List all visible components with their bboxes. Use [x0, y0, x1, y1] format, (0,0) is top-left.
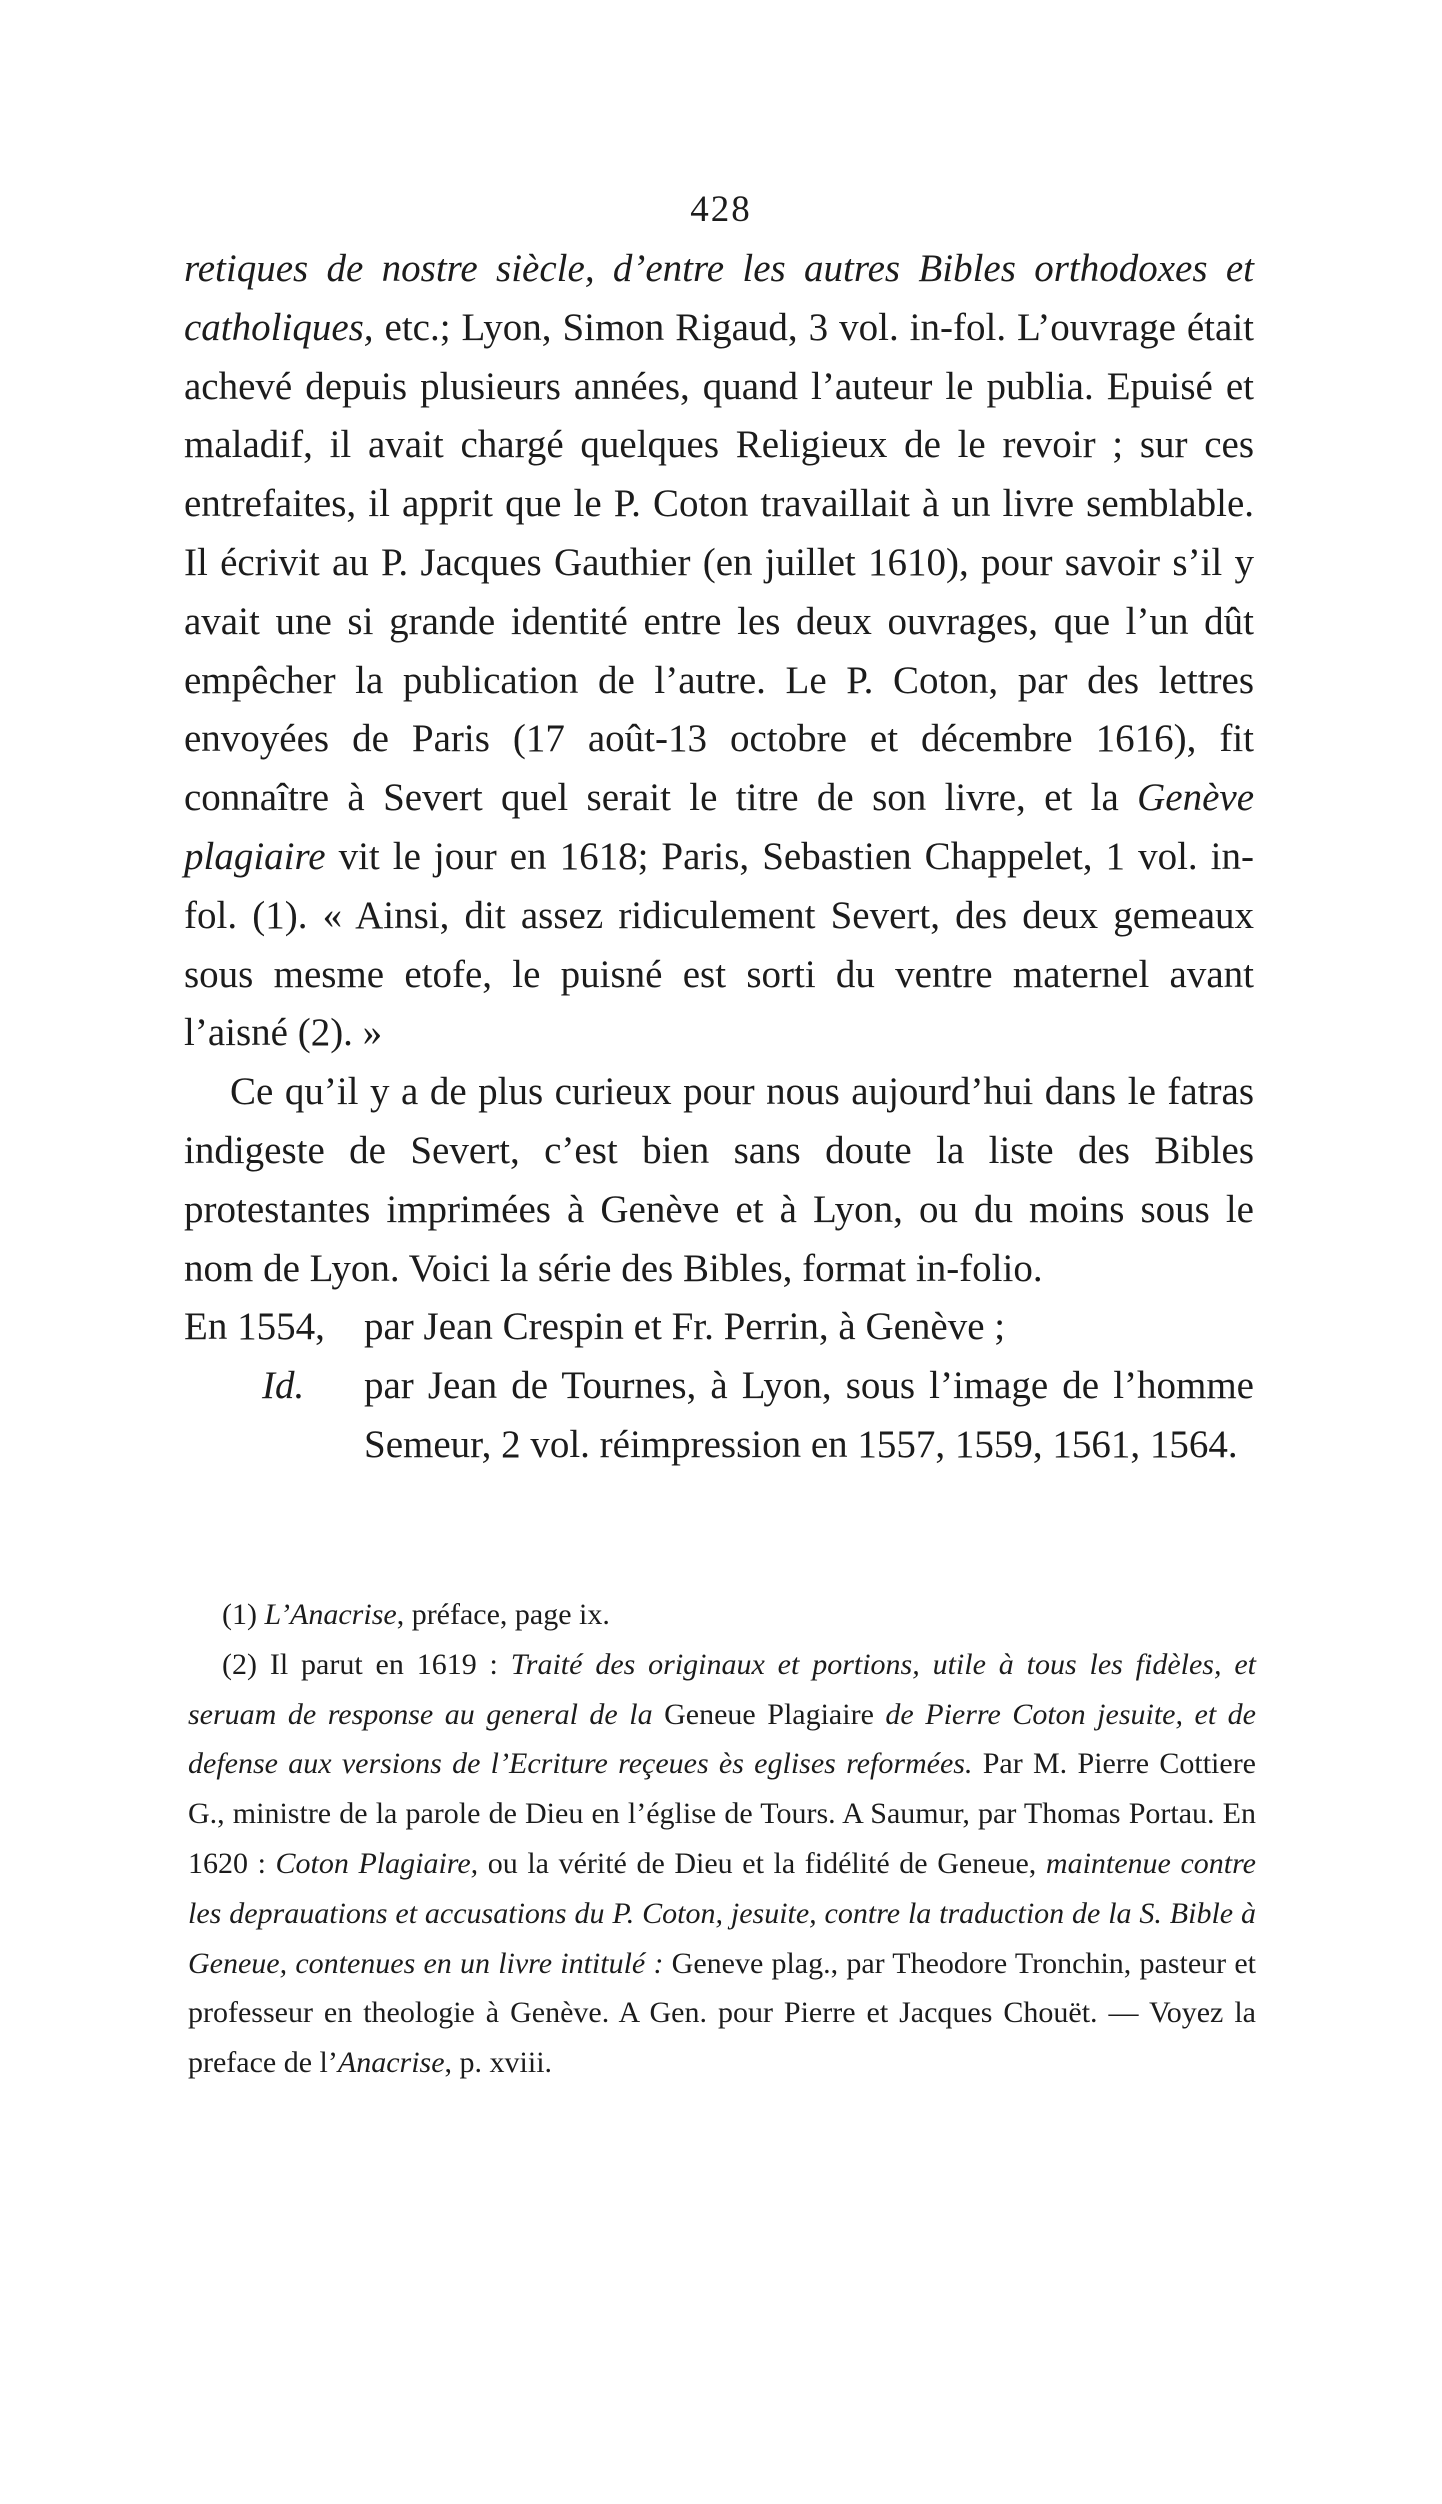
paragraph	[184, 240, 1254, 1063]
body-paragraphs	[184, 240, 1254, 1298]
text-run: (1)	[222, 1598, 265, 1631]
bible-list	[184, 1298, 1254, 1474]
list-item	[184, 1357, 1254, 1475]
paragraph	[184, 1063, 1254, 1298]
footnotes	[188, 1590, 1256, 2088]
list-item-text: par Jean de Tournes, à Lyon, sous l’image de l’homme Semeur, 2 vol. réimpression en 1557, 1559, 1561, 1564.	[364, 1364, 1254, 1466]
italic-text: maintenue contre les deprauations et accusations du P. Coton, jesuite, contre la traduction de la S. Bible à Geneue, contenues en un livre intitulé :	[188, 1846, 1256, 1980]
list-item-lead: En 1554,	[184, 1305, 325, 1349]
italic-text: retiques de nostre siècle, d’entre les autres Bibles orthodoxes et catholiques,	[184, 247, 1254, 349]
italic-text: Traité des originaux et portions, utile à tous les fidèles, et seruam de response au general de la	[188, 1647, 1256, 1731]
text-run: , p. xviii.	[444, 2046, 553, 2080]
list-item-lead: Id.	[262, 1364, 305, 1408]
text-run: Geneve plag., par Theodore Tronchin, pasteur et professeur en theologie à Genève. A Gen. pour Pierre et Jacques Chouët. — Voyez la preface de l’	[188, 1946, 1256, 2080]
italic-text: Genève plagiaire	[184, 776, 1254, 878]
page-number: 428	[690, 189, 752, 230]
text-run: Ce qu’il y a de plus curieux pour nous aujourd’hui dans le fatras indigeste de Severt, c’est bien sans doute la liste des Bibles protestantes imprimées à Genève et à Lyon, ou du moins sous le nom de Lyon. Voici la série des Bibles, format in-folio.	[184, 1070, 1254, 1290]
main-text	[184, 240, 1254, 1475]
footnote	[188, 1590, 1256, 1640]
italic-text: Coton Plagiaire,	[275, 1846, 479, 1880]
text-run: Par M. Pierre Cottiere G., ministre de la parole de Dieu en l’église de Tours. A Saumur, par Thomas Portau. En 1620 :	[188, 1747, 1256, 1880]
text-run: ou la vérité de Dieu et la fidélité de Geneue,	[478, 1846, 1046, 1880]
list-item	[184, 1298, 1254, 1357]
text-run: Geneue Plagiaire	[652, 1697, 886, 1731]
list-item-text: par Jean Crespin et Fr. Perrin, à Genève ;	[364, 1305, 1006, 1349]
italic-text: L’Anacrise	[264, 1598, 397, 1631]
italic-text: de Pierre Coton jesuite, et de defense aux versions de l’Ecriture reçeues ès eglises reformées.	[188, 1697, 1256, 1781]
text-run: (2) Il parut en 1619 :	[222, 1647, 511, 1681]
footnote	[188, 1640, 1256, 2088]
italic-text: Anacrise	[337, 2046, 445, 2080]
text-run: vit le jour en 1618; Paris, Sebastien Chappelet, 1 vol. in-fol. (1). « Ainsi, dit assez ridiculement Severt, des deux gemeaux sous mesme etofe, le puisné est sorti du ventre maternel avant l’aisné (2). »	[184, 834, 1254, 1055]
text-run: etc.; Lyon, Simon Rigaud, 3 vol. in-fol. L’ouvrage était achevé depuis plusieurs années, quand l’auteur le publia. Epuisé et maladif, il avait chargé quelques Religieux de le revoir ; sur ces entrefaites, il apprit que le P. Coton travaillait à un livre semblable. Il écrivit au P. Jacques Gauthier (en juillet 1610), pour savoir s’il y avait une si grande identité entre les deux ouvrages, que l’un dût empêcher la publication de l’autre. Le P. Coton, par des lettres envoyées de Paris (17 août-13 octobre et décembre 1616), fit connaître à Severt quel serait le titre de son livre, et la	[184, 305, 1254, 820]
text-run: , préface, page ix.	[396, 1598, 610, 1631]
